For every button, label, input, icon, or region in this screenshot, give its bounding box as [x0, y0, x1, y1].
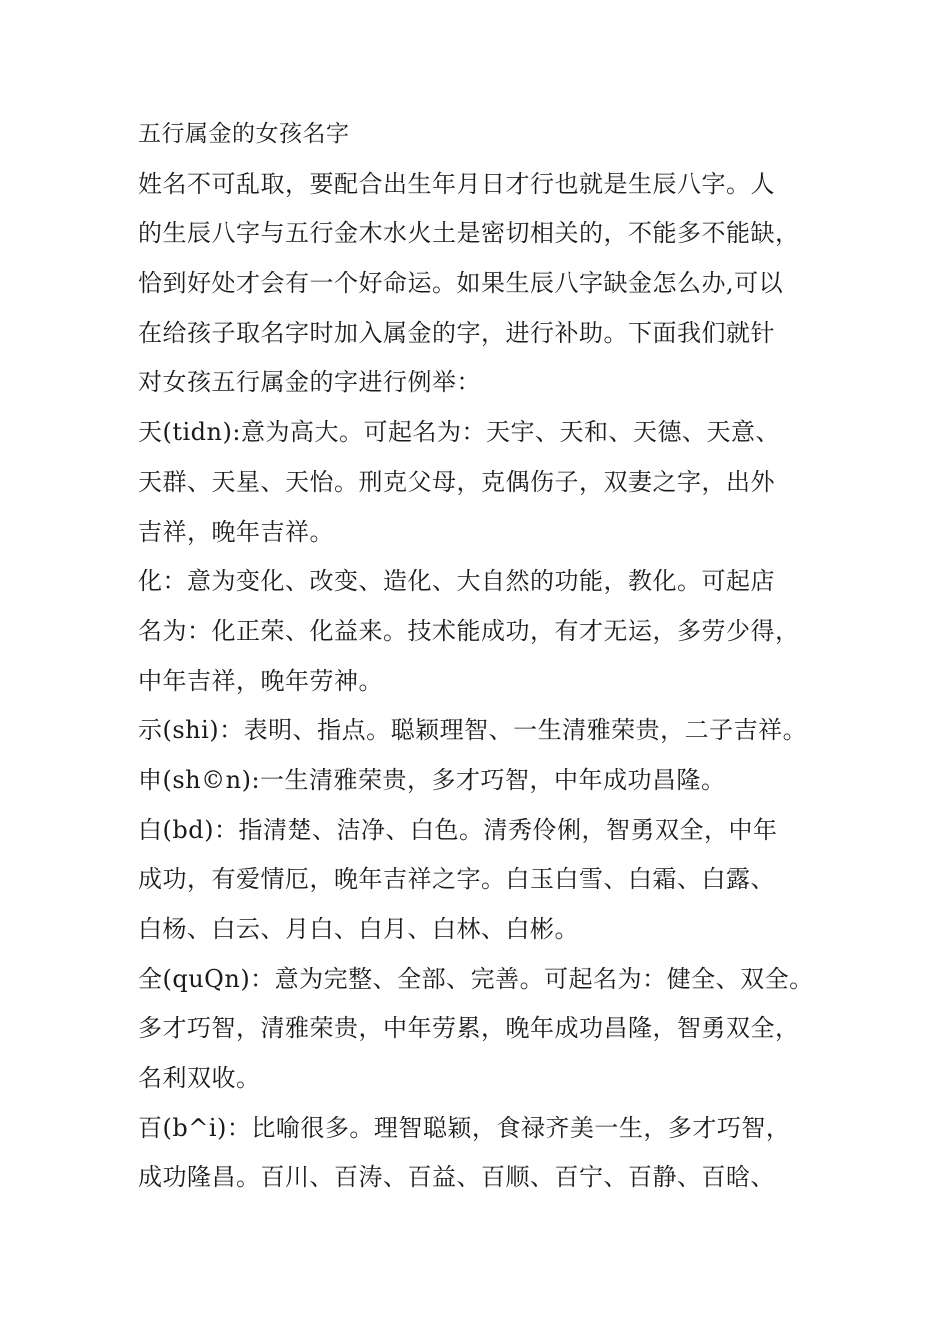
text-line: 化：意为变化、改变、造化、大自然的功能，教化。可起店	[138, 567, 775, 596]
text-line: 示(shi)：表明、指点。聪颖理智、一生清雅荣贵，二子吉祥。	[138, 716, 808, 745]
text-line: 全(quQn)：意为完整、全部、完善。可起名为：健全、双全。	[138, 964, 814, 993]
text-line: 姓名不可乱取，要配合出生年月日才行也就是生辰八字。人	[138, 169, 775, 198]
text-line: 恰到好处才会有一个好命运。如果生辰八字缺金怎么办,可以	[138, 269, 784, 298]
text-line: 名为：化正荣、化益来。技术能成功，有才无运，多劳少得，	[138, 616, 800, 645]
text-line: 多才巧智，清雅荣贵，中年劳累，晚年成功昌隆，智勇双全，	[138, 1014, 800, 1043]
text-line: 天(tidn):意为高大。可起名为：天宇、天和、天德、天意、	[138, 418, 780, 447]
text-line: 成功隆昌。百川、百涛、百益、百顺、百宁、百静、百晗、	[138, 1163, 775, 1192]
text-line: 白杨、白云、月白、白月、白林、白彬。	[138, 915, 579, 943]
text-line: 百(b^i)：比喻很多。理智聪颖，食禄齐美一生，多才巧智，	[138, 1113, 791, 1142]
text-line: 成功，有爱情厄，晚年吉祥之字。白玉白雪、白霜、白露、	[138, 865, 775, 894]
text-line: 的生辰八字与五行金木水火土是密切相关的，不能多不能缺，	[138, 219, 800, 248]
text-line: 名利双收。	[138, 1064, 261, 1093]
document-title: 五行属金的女孩名字	[138, 121, 350, 147]
document-body	[138, 110, 838, 1203]
text-line: 吉祥，晚年吉祥。	[138, 517, 334, 546]
text-line: 在给孩子取名字时加入属金的字，进行补助。下面我们就针	[138, 318, 775, 347]
text-line: 对女孩五行属金的字进行例举：	[138, 368, 481, 397]
text-line: 申(sh©n):一生清雅荣贵，多才巧智，中年成功昌隆。	[138, 765, 726, 794]
text-line: 中年吉祥，晚年劳神。	[138, 666, 383, 695]
text-line: 天群、天星、天怡。刑克父母，克偶伤子，双妻之字，出外	[138, 467, 775, 496]
text-line: 白(bd)：指清楚、洁净、白色。清秀伶俐，智勇双全，中年	[138, 815, 778, 844]
